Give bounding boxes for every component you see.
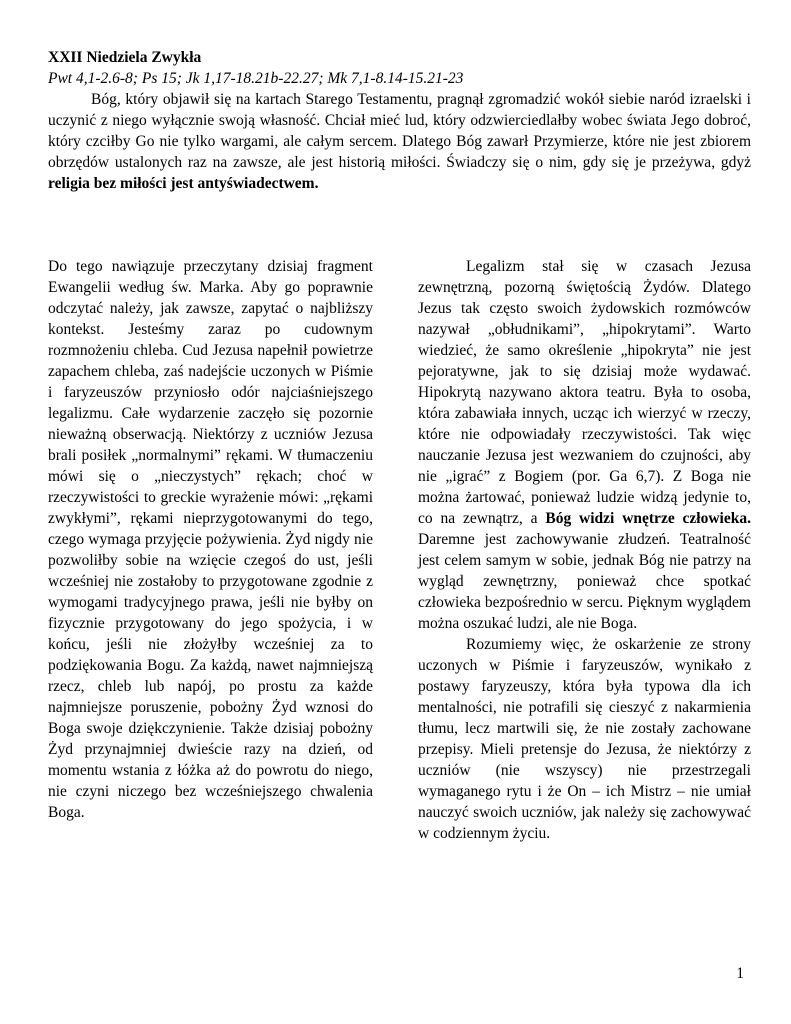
right-p1-bold-text: Bóg widzi wnętrze człowieka. bbox=[545, 510, 751, 527]
intro-bold-text: religia bez miłości jest antyświadectwem. bbox=[48, 175, 319, 192]
right-column-paragraph-1 bbox=[418, 256, 751, 634]
left-column-paragraph: Do tego nawiązuje przeczytany dzisiaj fragment Ewangelii według św. Marka. Aby go poprawnie odczytać należy, jak zawsze, zapytać o najbliższy kontekst. Jesteśmy zaraz po cudownym rozmnożeniu chleba. Cud Jezusa napełnił powietrze zapachem chleba, zaś nadejście uczonych w Piśmie i faryzeuszów przyniosło odór najciaśniejszego legalizmu. Całe wydarzenie zaczęło się pozornie nieważną obserwacją. Niektórzy z uczniów Jezusa brali posiłek „normalnymi” rękami. W tłumaczeniu mówi się o „nieczystych” rękach; choć w rzeczywistości to greckie wyrażenie mówi: „rękami zwykłymi”, rękami nieprzygotowanymi do tego, czego wymaga przyjęcie pożywienia. Żyd nigdy nie pozwoliłby sobie na wzięcie czegoś do ust, jeśli wcześniej nie zostałoby to przygotowane zgodnie z wymogami tradycyjnego prawa, jeśli nie byłby on fizycznie przygotowany do jego spożycia, i w końcu, jeśli nie złożyłby wcześniej za to podziękowania Bogu. Za każdą, nawet najmniejszą rzecz, chleb lub napój, po prostu za każde najmniejsze poruszenie, pobożny Żyd wznosi do Boga swoje dziękczynienie. Także dzisiaj pobożny Żyd przynajmniej dwieście razy na dzień, od momentu wstania z łóżka aż do powrotu do niego, nie czyni niczego bez wcześniejszego chwalenia Boga. bbox=[48, 258, 373, 821]
right-column bbox=[418, 256, 751, 844]
intro-paragraph bbox=[48, 89, 751, 194]
page-number: 1 bbox=[736, 965, 744, 982]
right-p1-text-before: Legalizm stał się w czasach Jezusa zewnętrzną, pozorną świętością Żydów. Dlatego Jezus tak często swoich żydowskich rozmówców nazywał „obłudnikami”, „hipokrytami”. Warto wiedzieć, że samo określenie „hipokryta” nie jest pejoratywne, jak to się dzisiaj może wydawać. Hipokrytą nazywano aktora teatru. Była to osoba, która zabawiała innych, ucząc ich wierzyć w rzeczy, które nie odpowiadały rzeczywistości. Tak więc nauczanie Jezusa jest wezwaniem do czujności, aby nie „igrać” z Bogiem (por. Ga 6,7). Z Boga nie można żartować, ponieważ ludzie widzą jedynie to, co na zewnątrz, a bbox=[418, 258, 751, 527]
right-column-paragraph-2: Rozumiemy więc, że oskarżenie ze strony uczonych w Piśmie i faryzeuszów, wynikało z postawy faryzeuszy, która była typowa dla ich mentalności, nie potrafili się cieszyć z nakarmienia tłumu, lecz martwili się, że nie zostały zachowane przepisy. Mieli pretensje do Jezusa, że niektórzy z uczniów (nie wszyscy) nie przestrzegali wymaganego rytu i że On – ich Mistrz – nie umiał nauczyć swoich uczniów, jak należy się zachowywać w codziennym życiu. bbox=[418, 636, 751, 842]
page-title: XXII Niedziela Zwykła bbox=[48, 49, 202, 66]
document-page bbox=[48, 47, 751, 194]
readings-reference: Pwt 4,1-2.6-8; Ps 15; Jk 1,17-18.21b-22.27; Mk 7,1-8.14-15.21-23 bbox=[48, 70, 464, 87]
right-p1-text-after: Daremne jest zachowywanie złudzeń. Teatralność jest celem samym w sobie, jednak Bóg nie patrzy na wygląd zewnętrzny, ponieważ chce spotkać człowieka bezpośrednio w sercu. Pięknym wyglądem można oszukać ludzi, ale nie Boga. bbox=[418, 531, 751, 632]
intro-text: Bóg, który objawił się na kartach Starego Testamentu, pragnął zgromadzić wokół siebie naród izraelski i uczynić z niego wyłącznie swoją własność. Chciał mieć lud, który odzwierciedlałby wobec świata Jego dobroć, który czciłby Go nie tylko wargami, ale całym sercem. Dlatego Bóg zawarł Przymierze, które nie jest zbiorem obrzędów ustalonych raz na zawsze, ale jest historią miłości. Świadczy się o nim, gdy się je przeżywa, gdyż bbox=[48, 91, 751, 171]
left-column bbox=[48, 256, 373, 823]
